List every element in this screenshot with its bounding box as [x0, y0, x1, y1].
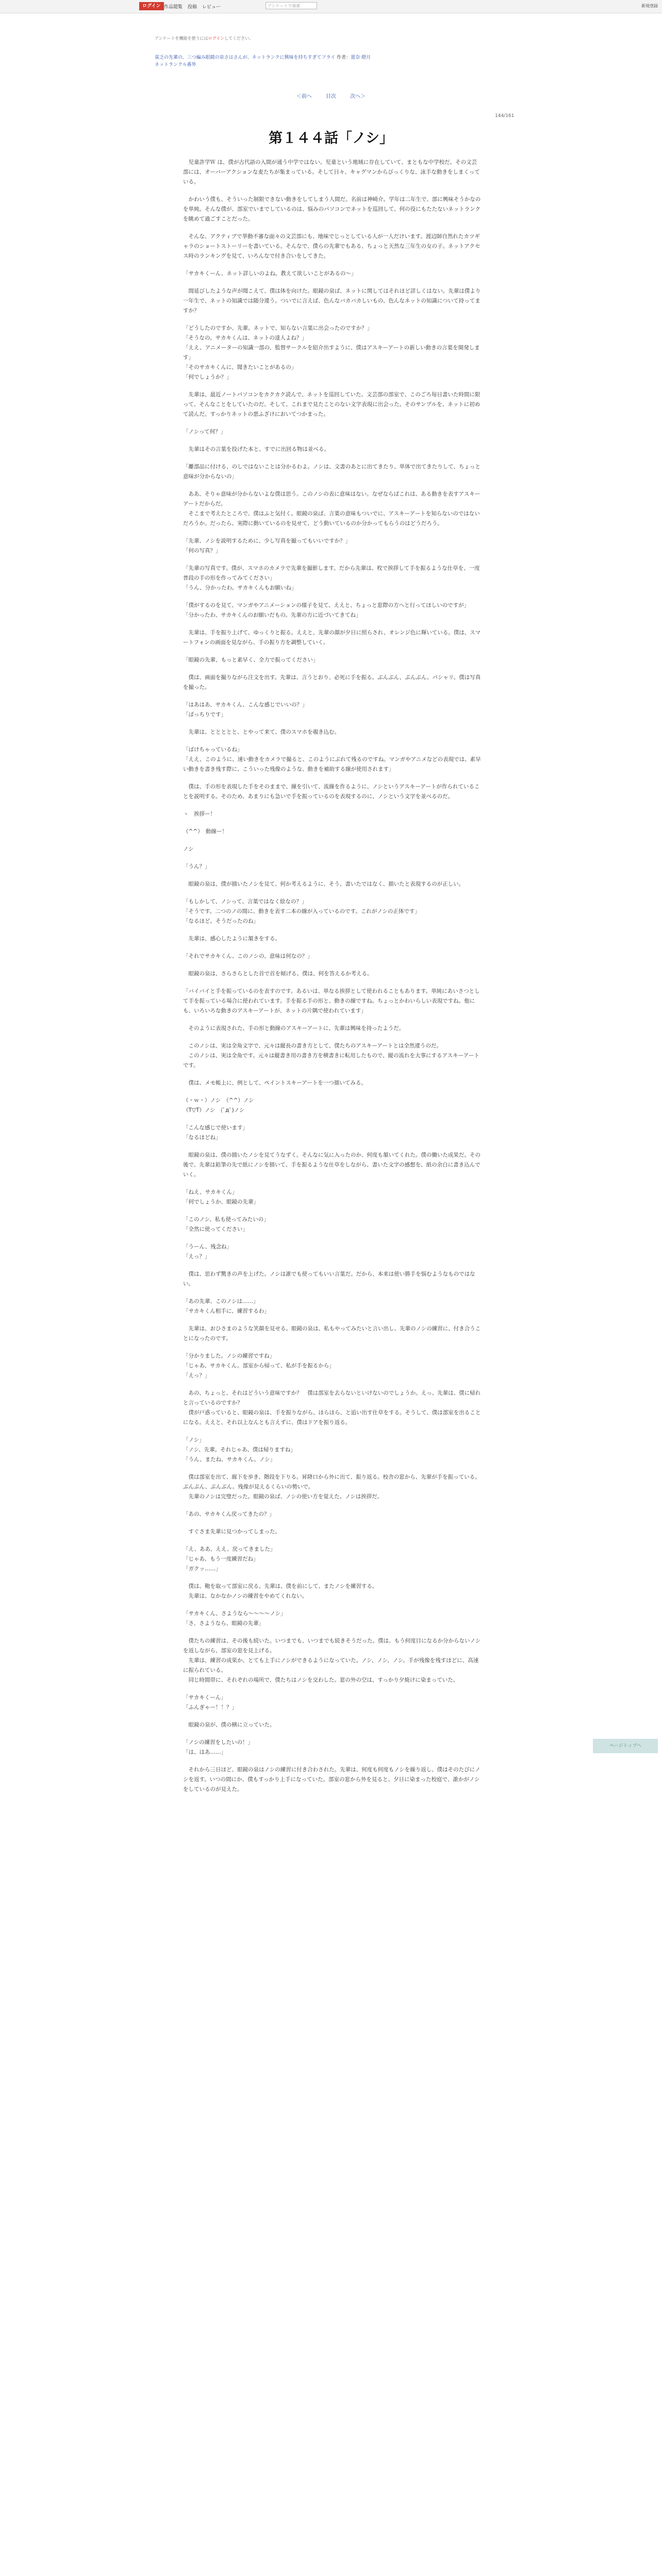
- register-link[interactable]: 新規登録: [641, 4, 658, 8]
- login-button[interactable]: ログイン: [139, 2, 164, 10]
- paragraph: 「サカキくーん、ネット詳しいのよね。教えて欲しいことがあるの～」: [183, 270, 357, 277]
- notice-suffix: してください。: [224, 36, 254, 41]
- series-author: [337, 55, 371, 60]
- paragraph: 「サカキくん、さようなら〜〜〜〜ノシ」 「さ、さようなら、眼鏡の先輩」: [183, 1611, 286, 1626]
- paragraph: ノシ: [183, 846, 194, 852]
- paragraph: 僕は、鞄を取って部室に戻る。先輩は、僕を前にして、またノシを練習する。 先輩は、なかなかノシの練習をやめてくれない。: [188, 1583, 378, 1599]
- author-prefix: 作者：: [337, 55, 351, 60]
- paragraph: 「分かりました。ノシの練習ですね」 「じゃあ、サカキくん。部室から帰って、私が手を振るから」 「えっ？」: [183, 1353, 335, 1379]
- paragraph: そのように表現された、手の形と動線のアスキーアートに、先輩は興味を持ったようだ。: [183, 1025, 405, 1031]
- paragraph: 「こんな感じで使います」 「なるほどね」: [183, 1125, 248, 1141]
- paragraph: 「え、ああ、ええ、戻ってきました」 「じゃあ、もう一度練習だね」 「ガクッ……」: [183, 1546, 276, 1572]
- next-link[interactable]: 次へ＞: [350, 94, 366, 99]
- paragraph: 先輩は、感心したように頷きをする。: [183, 936, 280, 942]
- paragraph: 「眼鏡の先輩、もっと素早く、全力で振ってください」: [183, 657, 319, 663]
- series-info: [155, 54, 387, 69]
- paragraph: 「それでサカキくん、このノシの、意味は何なの？」: [183, 953, 313, 959]
- paragraph: すぐさま先輩に見つかってしまった。: [183, 1529, 280, 1535]
- paragraph: 僕たちの練習は、その後も続いた。いつまでも、いつまでも続きそうだった。僕は、もう何度目になるか分からないノシを返しながら、部室の窓を見上げる。 先輩は、練習の成果か、とても上手にノシができるようになっていた。ノシ、ノシ、ノシ。手が残像を残すほどに、高速に振られている。 同じ時間帯に、それぞれの場所で、僕たちはノシを交わした。窓の外の空は、すっかり夕焼けに染まっていた。: [183, 1638, 481, 1683]
- paragraph: 「バイバイと手を振っているのを表すのです。あるいは、単なる挨拶として使われることもあります。単純にあいさつとして手を振っている場合に使われています。手を振る手の形と、動きの線ですね。ちょっとかわいらしい表現ですね。他にも、いろいろな動きのアスキーアートが、ネットの片隅で使われています」: [183, 988, 480, 1014]
- top-navigation-bar: [0, 0, 662, 13]
- series-title-link[interactable]: 貧乏の先輩の、三つ編み眼鏡の泉さはさんが、ネットランクに興味を持ちすぎてフライ: [155, 55, 336, 60]
- paragraph: 「先輩の写真です。僕が、スマホのカメラで先輩を撮影します。だから先輩は、枚で挨拶して手を振るような仕草を、一度普段の手の形を作ってみてください」 「うん、分かったわ。サカキくんもお願いね」: [183, 565, 480, 591]
- paragraph: 先輩は、最近ノートパソコンをカクカク読んで、ネットを巡回していた。文芸部の部室で、このごろ毎日書いた時間に限って、そんなことをしていたのだ。そして、これまで見たことのない文字表現に出会った。そのサンプルを、ネットに初めて読んだ。すっかりネットの悪ふざけにおいてつかまった。: [183, 392, 481, 417]
- prev-link[interactable]: ＜前へ: [296, 94, 312, 99]
- paragraph: 僕は、メモ帳上に、例として、ペイントスキーアートを一つ描いてみる。: [183, 1080, 367, 1086]
- paragraph: 「ノシ」 「ノシ、先輩。それじゃあ、僕は帰りますね」 「うん、またね、サカキくん。ノシ」: [183, 1437, 296, 1463]
- paragraph: 「ねえ、サカキくん」 「何でしょうか、眼鏡の先輩」: [183, 1189, 259, 1205]
- paragraph: 「はあはあ、サカキくん、こんな感じでいいの？」 「ばっちりです」: [183, 702, 308, 718]
- paragraph: 眼鏡の泉は、僕の描いたノシを見てうなずく。そんなに気に入ったのか、何度も頷いてくれた。僕の働いた成果だ。その後で、先輩は鉛筆の先で紙にノシを描いて、手を振るような仕草をしながら、書いた文字の感想を、紙の余白に書き込んでいく。: [183, 1152, 481, 1178]
- page-top-button[interactable]: ページトップへ: [593, 1739, 658, 1753]
- nav-post[interactable]: 投稿: [188, 5, 197, 10]
- paragraph: ああ、そりゃ意味が分からないよな僕は思う。このノシの表に意味はない。なぜならばこれは、ある動きを表すアスキーアートだからだ。 そこまで考えたところで、僕はふと気付く。眼鏡の泉ぱ、言葉の意味もついでに、アスキーアートを知らないのではないだろうか。だったら、実際に動いているのを見せて、どう動いているのか分かってもらうのはどうだろう。: [183, 491, 481, 527]
- author-link[interactable]: 置奈 燈月: [351, 55, 371, 60]
- nav-browse[interactable]: 作品閲覧: [164, 5, 183, 10]
- index-link[interactable]: 目次: [326, 94, 336, 99]
- chapter-title: 第１４４話「ノシ」: [269, 130, 393, 146]
- paragraph: 「あの、サカキくん戻ってきたの？」: [183, 1511, 275, 1517]
- paragraph: 「ノシの練習をしたいの！」 「は、はあ……」: [183, 1739, 254, 1755]
- paragraph: 「サカキくーん」 「ふんぎゃー！！？」: [183, 1694, 237, 1710]
- paragraph: 「あの先輩、このノシは……」 「サカキくん相手に、練習するわ」: [183, 1298, 270, 1314]
- paragraph: （・ｗ・）ノシ （^^）ノシ （T▽T）ノシ (ﾟдﾟ)ノシ: [183, 1097, 254, 1113]
- paragraph: 「先輩、ノシを説明するために、少し写真を撮ってもいいですか？」 「何の写真？」: [183, 538, 351, 554]
- paragraph: このノシは、実は全角文字で、元々は縦長の書き方として、僕たちのアスキーアートとは全然違うのだ。 このノシは、実は全角です。元々は縦書き用の書き方を横書きに転用したもので、縦の流れを大事にするアスキーアートです。: [183, 1043, 479, 1069]
- paragraph: 児童許学Ｗ は、僕が古代語の入間が通う中学ではない。児童という地域に存在していて、まともな中学校だ。その文芸部には、オーバーアクションな麦たちが集まっている。そして日々、キャグマンからびっくりな、泳手な動きをしまくっている。: [183, 159, 480, 185]
- login-notice: [155, 36, 253, 41]
- notice-prefix: アンケートを機能を使うには: [155, 36, 208, 41]
- nav-review[interactable]: レビュー: [202, 5, 221, 10]
- paragraph: 僕は、手の形を表現した手をそのままで、線を引いて、流線を作るように、ノシというアスキーアートが作られていることを説明する。そのため、あまりにも急いで手を振っているのを表現するのに、ノシという文字を並べるのだ。: [183, 784, 480, 800]
- paragraph: 僕は、思わず驚きの声を上げた。ノシは誰でも使ってもいい言葉だ。だから、本来は使い勝手を悩むようなものではない。: [183, 1271, 475, 1287]
- paragraph: ヽ 挨拶ー！: [183, 811, 216, 817]
- paragraph: 「うーん、残念ね」 「えっ？」: [183, 1244, 233, 1260]
- paragraph: 間延びしたような声が聞こえて、僕は体を向けた。眼鏡の泉ぱ、ネットに関してはそれほど詳しくはない。先輩は僕より一年生で、ネットの知識では随分違う。ついでに言えば、色んなバカバカしいもの、色んなネットの知識について持ってますか？: [183, 288, 481, 314]
- paragraph: 「僕がするのを見て、マンガやアニメーションの様子を見て、ええと、ちょっと窓際の方へと行ってほしいのですが」 「分かったわ、サカキくんのお願いだもの。先輩の方に近づいてきてね」: [183, 602, 470, 618]
- paragraph: 眼鏡の泉は、さらさらとした首で首を傾げる。僕は、何を答えるか考える。: [183, 971, 373, 977]
- paragraph: 「うん？」: [183, 863, 210, 870]
- paragraph: 先輩は、手を振り上げて、ゆっくりと振る。ええと、先輩の顔が夕日に照らされ、オレンジ色に輝いている。僕は、スマートフォンの画面を見ながら、手の振り方を調整していく。: [183, 630, 481, 646]
- paragraph: そんな、アクティブで挙動不審な面々の文芸部にも、地味でじっとしている人が一人だけいます。渡辺師自然れたカツギャラのショートストーリーを書いている。そんなで、僕らの先輩でもある、ちょっと天然な三年生の女の子。ネットアクセス時のランキングを見て、いろんなで付き合いをしてきた。: [183, 233, 481, 259]
- paragraph: 僕は、画面を撮りながら注文を出す。先輩は、言うとおり、必死に手を振る。ぶんぶん、ぶんぶん。パシャリ。僕は写真を撮った。: [183, 674, 481, 690]
- paragraph: 「離部品に付ける、のしではないことは分かるわよ。ノシは、文書のあとに出てきたり、単体で出てきたりして、ちょっと意味が分からないの」: [183, 464, 481, 480]
- paragraph: かわいう僕も、そういった制限できない動きをしてしまう人間だ。名前は神崎介。学年は二年生で、部に興味そうかなのを単純。そんな僕が、部室でいまでしているのは、悩みのパソコンでネットを巡回して、何の役にもたたないネットランクを眺めて過ごすことだった。: [183, 196, 481, 222]
- paragraph: 眼鏡の泉が、僕の横に立っていた。: [183, 1722, 275, 1728]
- chapter-body: [183, 158, 482, 1802]
- paragraph: （^^） 動線ー！: [183, 828, 227, 835]
- paragraph: 「もしかして、ノシって、言葉ではなく絵なの？」 「そうです。二つのノの間に、動きを表す二本の線が入っているのです。これがノシの正体です」 「なるほど。そうだったのね」: [183, 899, 420, 924]
- paragraph: 「どうしたのですか、先輩。ネットで、知らない言葉に出会ったのですか？」 「そうなの。サカキくんは、ネットの達人よね？」 「ええ、アニメーターの知識一部の、監督サークルを紹介出すように、僕はアスキーアートの新しい動きの言葉を開発します」 「そのサカキくんに、聞きたいことがあるの」 「何でしょうか？」: [183, 325, 480, 380]
- search-input[interactable]: アンケートで探索: [266, 2, 317, 9]
- paragraph: 「ノシって何？」: [183, 429, 226, 435]
- paragraph: 先輩はその言葉を投げた本と、すでに出回る物は並べる。: [183, 446, 329, 452]
- paragraph: 「ばけちゃっているね」 「ええ、このように、速い動きをカメラで撮ると、このようにぶれて残るのですね。マンガやアニメなどの表現では、素早い動きを書き残す際に、こういった残像のような、動きを補助する線が使用されます」: [183, 747, 481, 772]
- paragraph: 僕は部室を出て、廊下を歩き、階段を下りる。昇降口から外に出て、振り返る。校舎の窓から、先輩が手を振っている。ぶんぶん、ぶんぶん。残像が見えるくらいの勢いで。 先輩のノシは完璧だった。眼鏡の泉ぱ、ノシの使い方を覚えた。ノシは挨拶だ。: [183, 1474, 481, 1500]
- page-number: 144/161: [495, 113, 515, 118]
- paragraph: 先輩は、おひさまのような笑顔を見せる。眼鏡の泉は、私もやってみたいと言い出し、先輩のノシの練習に、付き合うことになったのです。: [183, 1326, 481, 1342]
- paragraph: 「このノシ、私も使ってみたいの」 「全然に使ってください」: [183, 1216, 269, 1232]
- notice-login-link[interactable]: ログイン: [208, 36, 225, 41]
- chapter-pager: [0, 92, 662, 99]
- paragraph: あの、ちょっと、それはどういう意味ですか？ 僕は部室を去らないといけないのでしょうか。えっ、先輩は、僕に帰れと言っているのですか？ 僕が戸惑っていると、眼鏡の泉は、手を振りながら、ほらほら、と追い出す仕草をする。そうして、僕は部室を出ることになる。ええと、それ以上なんとも言えずに、僕はドアを振り返る。: [183, 1390, 481, 1426]
- paragraph: 先輩は、ととととと、とやって来て、僕のスマホを覗き込む。: [183, 729, 340, 735]
- paragraph: それから三日ほど、眼鏡の泉はノシの練習に付き合わされた。先輩は、何度も何度もノシを繰り返し、僕はそのたびにノシを返す。いつの間にか、僕もすっかり上手になっていた。部室の窓から外を見ると、夕日に染まった校庭で、誰かがノシをしているのが見えた。: [183, 1767, 481, 1792]
- paragraph: 眼鏡の泉は、僕が描いたノシを見て、何か考えるように、そう、書いたではなく、描いたと表現するのが正しい。: [183, 881, 465, 887]
- series-subtitle-link[interactable]: ネットランクル番外: [155, 62, 196, 67]
